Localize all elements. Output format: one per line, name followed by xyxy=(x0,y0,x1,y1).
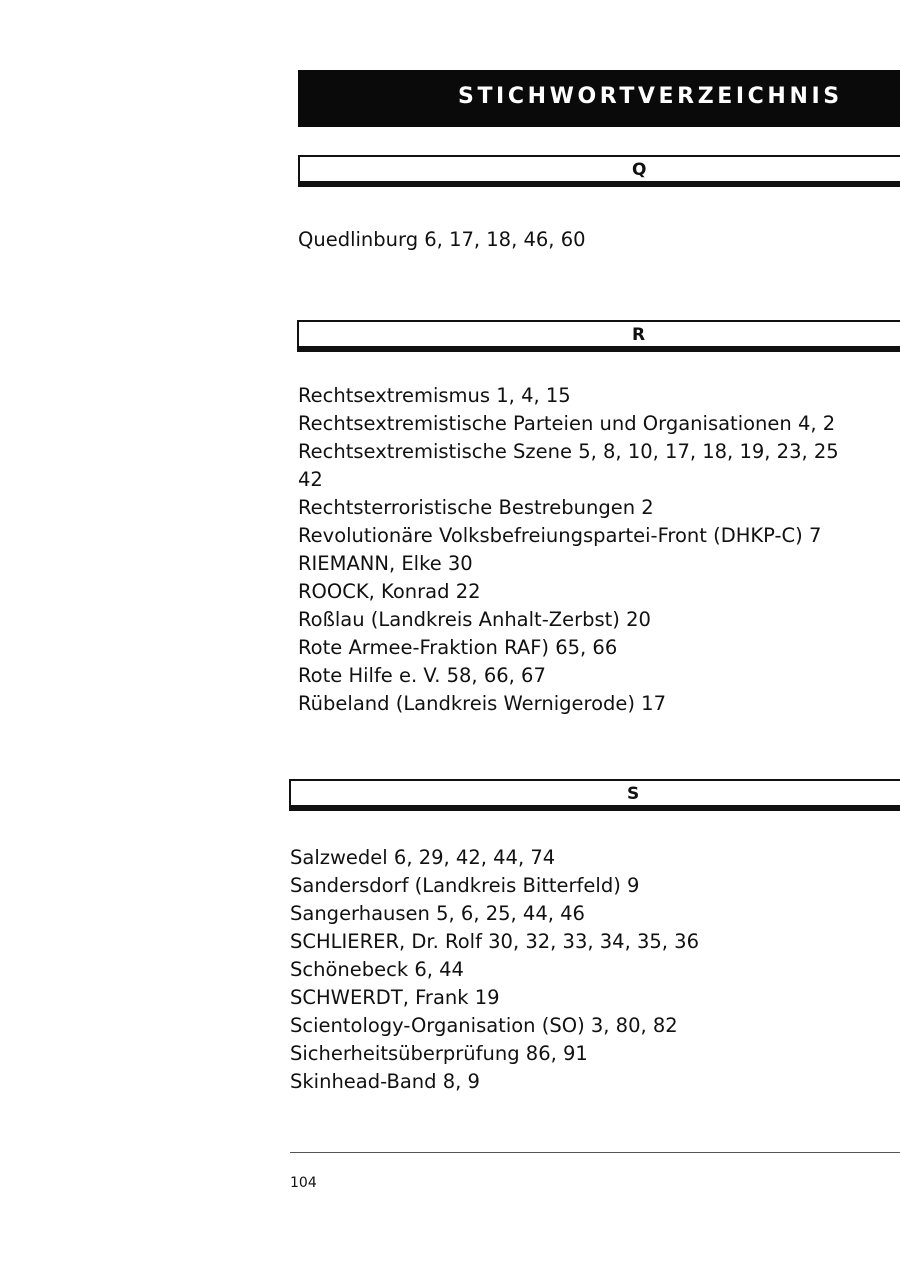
section-q-entries xyxy=(298,226,900,254)
index-entry: Skinhead-Band 8, 9 xyxy=(290,1070,480,1093)
page-number: 104 xyxy=(290,1175,317,1191)
index-entry: Sangerhausen 5, 6, 25, 44, 46 xyxy=(290,902,585,925)
page-title: STICHWORTVERZEICHNIS xyxy=(458,84,843,109)
index-entry: SCHLIERER, Dr. Rolf 30, 32, 33, 34, 35, 36 xyxy=(290,930,699,953)
index-entry: Quedlinburg 6, 17, 18, 46, 60 xyxy=(298,228,586,251)
section-r-entries xyxy=(298,382,900,718)
index-entry: Rechtsterroristische Bestrebungen 2 xyxy=(298,496,654,519)
section-header-s xyxy=(289,779,900,811)
section-letter-s: S xyxy=(627,784,640,804)
index-entry: Rechtsextremismus 1, 4, 15 xyxy=(298,384,571,407)
index-entry: Rechtsextremistische Parteien und Organisationen 4, 2 xyxy=(298,412,836,435)
index-entry: 42 xyxy=(298,468,323,491)
section-s-entries xyxy=(290,844,900,1096)
index-entry: ROOCK, Konrad 22 xyxy=(298,580,481,603)
index-title-bar xyxy=(298,70,900,127)
index-entry: Scientology-Organisation (SO) 3, 80, 82 xyxy=(290,1014,678,1037)
index-entry: Sicherheitsüberprüfung 86, 91 xyxy=(290,1042,588,1065)
section-letter-q: Q xyxy=(632,160,647,180)
index-entry: Sandersdorf (Landkreis Bitterfeld) 9 xyxy=(290,874,640,897)
index-entry: Rübeland (Landkreis Wernigerode) 17 xyxy=(298,692,666,715)
index-entry: Rote Hilfe e. V. 58, 66, 67 xyxy=(298,664,546,687)
index-entry: Rechtsextremistische Szene 5, 8, 10, 17, 18, 19, 23, 25 xyxy=(298,440,839,463)
index-entry: Salzwedel 6, 29, 42, 44, 74 xyxy=(290,846,556,869)
index-entry: Roßlau (Landkreis Anhalt-Zerbst) 20 xyxy=(298,608,651,631)
index-entry: RIEMANN, Elke 30 xyxy=(298,552,473,575)
section-letter-r: R xyxy=(632,325,646,345)
footer-divider xyxy=(290,1152,900,1153)
index-entry: Rote Armee-Fraktion RAF) 65, 66 xyxy=(298,636,618,659)
index-entry: Schönebeck 6, 44 xyxy=(290,958,464,981)
section-header-r xyxy=(297,320,900,352)
index-entry: SCHWERDT, Frank 19 xyxy=(290,986,500,1009)
index-entry: Revolutionäre Volksbefreiungspartei-Front (DHKP-C) 7 xyxy=(298,524,822,547)
section-header-q xyxy=(298,155,900,187)
